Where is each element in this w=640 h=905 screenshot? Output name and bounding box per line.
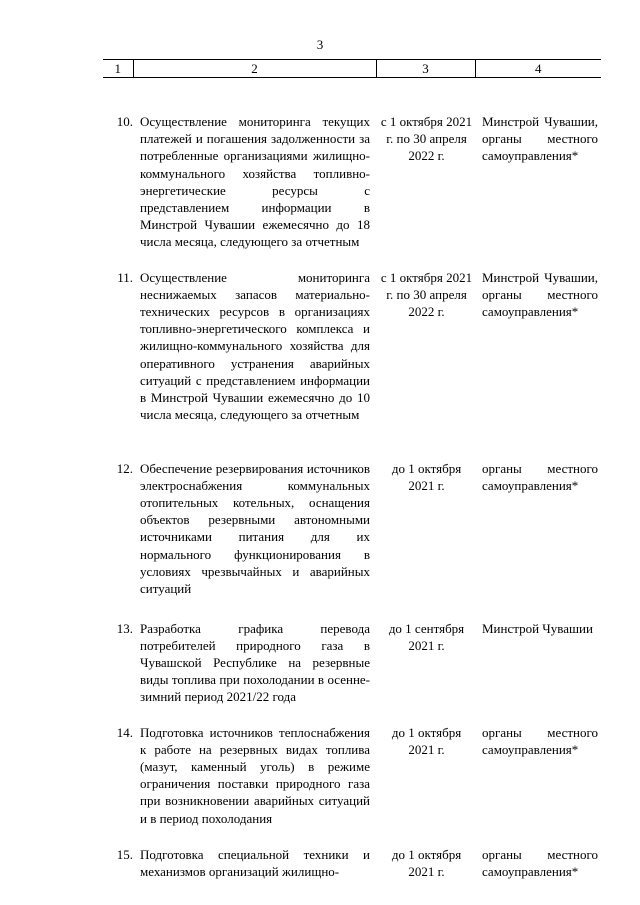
- measures-table: [103, 59, 601, 880]
- header-col-2: 2: [133, 60, 376, 78]
- table-row: [103, 708, 601, 830]
- row-responsible: органы местного самоуправления*: [482, 460, 598, 493]
- row-responsible: Минстрой Чувашии: [482, 620, 593, 636]
- header-col-1: 1: [103, 60, 133, 78]
- row-term: до 1 октября 2021 г.: [391, 724, 462, 757]
- page-number: 3: [316, 37, 324, 52]
- header-col-3: 3: [376, 60, 475, 78]
- row-term: с 1 октября 2021 г. по 30 апреля 2022 г.: [380, 269, 473, 320]
- row-description: Разработка графика перевода потребителей природного газа в Чувашской Республике на резервные виды топлива при похолодании в осенне-зимний период 2021/22 года: [140, 620, 370, 705]
- row-number: 10.: [116, 114, 133, 129]
- row-number: 12.: [116, 460, 133, 476]
- row-responsible: Минстрой Чувашии, органы местного самоуправления*: [482, 114, 598, 164]
- row-term: до 1 сентября 2021 г.: [388, 620, 465, 653]
- row-responsible: Минстрой Чувашии, органы местного самоуправления*: [482, 269, 598, 320]
- header-col-4: 4: [475, 60, 601, 78]
- row-term: с 1 октября 2021 г. по 30 апреля 2022 г.: [380, 114, 473, 164]
- row-description: Осуществление мониторинга неснижаемых запасов материально-технических ресурсов в организациях топливно-энергетического комплекса и жилищно-коммунального хозяйства для оперативного устранения аварийных ситуаций с представлением информации в Минстрой Чувашии ежемесячно до 10 числа месяца, следующего за отчетным: [140, 269, 370, 423]
- table-header: [103, 60, 601, 78]
- table-row: [103, 604, 601, 708]
- table-row: [103, 78, 601, 251]
- row-responsible: органы местного самоуправления*: [482, 846, 598, 879]
- row-description: Обеспечение резервирования источников электроснабжения коммунальных отопительных котельных, оснащения объектов резервными автономными источниками питания для их нормального функционирования в условиях чрезвычайных и аварийных ситуаций: [140, 460, 370, 597]
- table-row: [103, 251, 601, 446]
- row-responsible: органы местного самоуправления*: [482, 724, 598, 757]
- row-number: 13.: [116, 620, 133, 636]
- row-number: 14.: [116, 724, 133, 740]
- table-row: [103, 830, 601, 880]
- table-row: [103, 446, 601, 604]
- row-term: до 1 октября 2021 г.: [391, 460, 462, 493]
- row-number: 15.: [116, 846, 133, 862]
- row-term: до 1 октября 2021 г.: [391, 846, 462, 879]
- row-description: Подготовка источников теплоснабжения к работе на резервных видах топлива (мазут, каменный уголь) в режиме ограничения поставки природного газа при возникновении аварийных ситуаций и в период похолодания: [140, 724, 370, 826]
- row-description: Подготовка специальной техники и механизмов организаций жилищно-: [140, 846, 370, 879]
- row-number: 11.: [117, 269, 133, 285]
- row-description: Осуществление мониторинга текущих платежей и погашения задолженности за потребленные организациями жилищно-коммунального хозяйства топливно-энергетические ресурсы с представлением информации в Минстрой Чувашии ежемесячно до 18 числа месяца, следующего за отчетным: [140, 114, 370, 250]
